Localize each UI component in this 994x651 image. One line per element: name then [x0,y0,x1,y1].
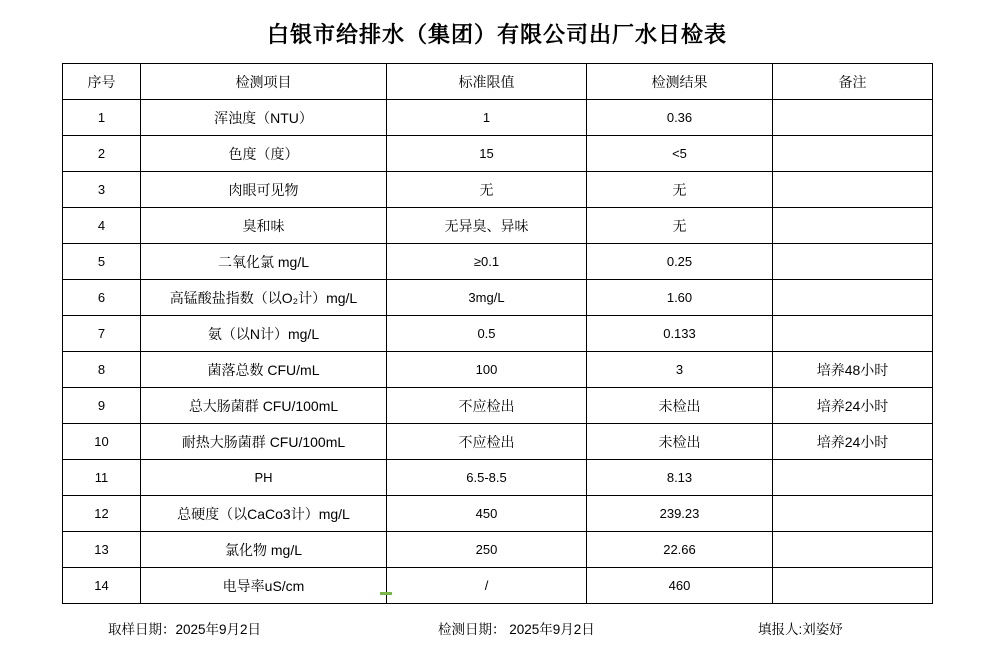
table-row [63,280,933,316]
cell-item: 电导率uS/cm [141,568,387,604]
cell-limit: 不应检出 [387,424,587,460]
table-row [63,352,933,388]
cell-index: 5 [63,244,141,280]
cell-limit: 1 [387,100,587,136]
cell-item: 氯化物 mg/L [141,532,387,568]
cell-index: 3 [63,172,141,208]
cell-remark: 培养24小时 [773,388,933,424]
cell-item: 耐热大肠菌群 CFU/100mL [141,424,387,460]
cell-remark [773,496,933,532]
table-row [63,568,933,604]
cell-limit: 450 [387,496,587,532]
green-marker [380,592,392,595]
table-row [63,244,933,280]
cell-index: 7 [63,316,141,352]
cell-item: 高锰酸盐指数（以O₂计）mg/L [141,280,387,316]
cell-item: 浑浊度（NTU） [141,100,387,136]
cell-result: 0.36 [587,100,773,136]
cell-remark [773,208,933,244]
cell-limit: 100 [387,352,587,388]
testing-date: 检测日期： 2025年9月2日 [438,622,595,637]
cell-item: 氨（以N计）mg/L [141,316,387,352]
cell-index: 2 [63,136,141,172]
cell-limit: 0.5 [387,316,587,352]
cell-index: 6 [63,280,141,316]
cell-remark [773,568,933,604]
cell-item: 臭和味 [141,208,387,244]
table-row [63,532,933,568]
cell-limit: 无异臭、异味 [387,208,587,244]
report-table-container [0,63,994,604]
table-row [63,496,933,532]
cell-index: 1 [63,100,141,136]
cell-item: PH [141,460,387,496]
cell-limit: 6.5-8.5 [387,460,587,496]
cell-result: 未检出 [587,424,773,460]
page-title: 白银市给排水（集团）有限公司出厂水日检表 [266,22,727,47]
cell-item: 二氧化氯 mg/L [141,244,387,280]
cell-index: 14 [63,568,141,604]
table-row [63,136,933,172]
cell-remark [773,136,933,172]
cell-remark [773,100,933,136]
cell-index: 10 [63,424,141,460]
table-row [63,316,933,352]
column-header-item: 检测项目 [141,64,387,100]
table-row [63,100,933,136]
table-row [63,460,933,496]
cell-item: 总大肠菌群 CFU/100mL [141,388,387,424]
cell-remark [773,244,933,280]
cell-result: 460 [587,568,773,604]
cell-result: 1.60 [587,280,773,316]
cell-index: 13 [63,532,141,568]
cell-result: 3 [587,352,773,388]
cell-index: 11 [63,460,141,496]
cell-limit: ≥0.1 [387,244,587,280]
cell-remark [773,172,933,208]
footer-row [0,604,994,638]
cell-remark: 培养24小时 [773,424,933,460]
cell-remark [773,316,933,352]
table-body [63,100,933,604]
column-header-result: 检测结果 [587,64,773,100]
cell-remark: 培养48小时 [773,352,933,388]
cell-item: 色度（度） [141,136,387,172]
cell-result: 无 [587,208,773,244]
cell-remark [773,280,933,316]
cell-limit: 250 [387,532,587,568]
daily-inspection-table [62,63,933,604]
cell-limit: 不应检出 [387,388,587,424]
cell-result: 22.66 [587,532,773,568]
cell-item: 肉眼可见物 [141,172,387,208]
cell-index: 8 [63,352,141,388]
cell-limit: 15 [387,136,587,172]
column-header-limit: 标准限值 [387,64,587,100]
cell-index: 12 [63,496,141,532]
table-row [63,388,933,424]
column-header-remark: 备注 [773,64,933,100]
cell-result: 无 [587,172,773,208]
table-row [63,424,933,460]
cell-index: 4 [63,208,141,244]
cell-limit: 3mg/L [387,280,587,316]
cell-result: 未检出 [587,388,773,424]
cell-remark [773,532,933,568]
column-header-index: 序号 [63,64,141,100]
cell-limit: 无 [387,172,587,208]
sampling-date: 取样日期：2025年9月2日 [108,622,262,637]
cell-result: 0.25 [587,244,773,280]
cell-remark [773,460,933,496]
cell-result: 0.133 [587,316,773,352]
cell-item: 总硬度（以CaCo3计）mg/L [141,496,387,532]
table-row [63,208,933,244]
table-header [63,64,933,100]
cell-limit: / [387,568,587,604]
cell-item: 菌落总数 CFU/mL [141,352,387,388]
cell-result: <5 [587,136,773,172]
cell-index: 9 [63,388,141,424]
cell-result: 8.13 [587,460,773,496]
cell-result: 239.23 [587,496,773,532]
table-row [63,172,933,208]
table-header-row [63,64,933,100]
reporter-name: 填报人:刘姿妤 [758,622,843,637]
